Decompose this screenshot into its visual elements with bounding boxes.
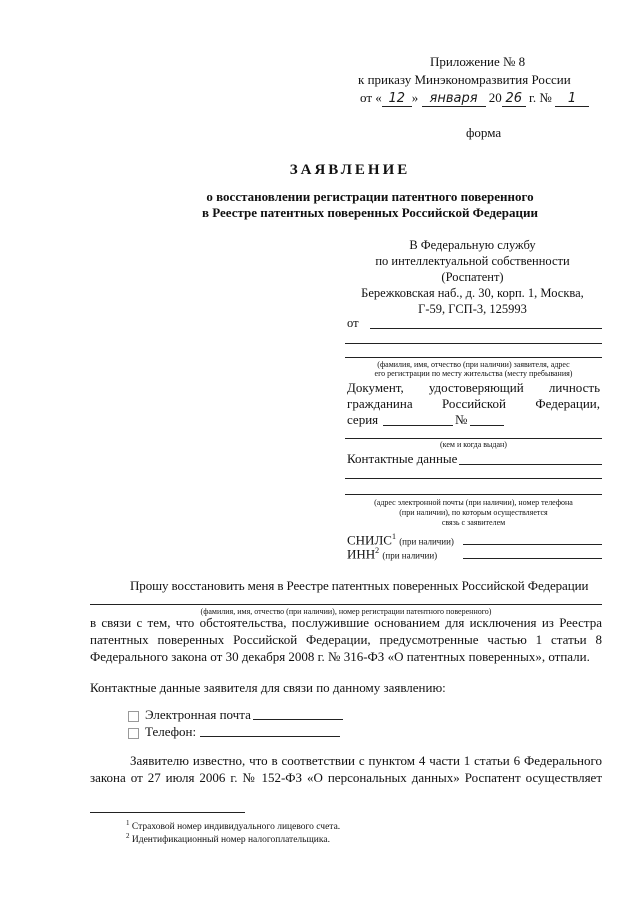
document-title: ЗАЯВЛЕНИЕ — [289, 162, 411, 178]
order-year: 26 — [502, 91, 526, 107]
applicant-name-field[interactable] — [370, 328, 602, 329]
applicant-address-field-2[interactable] — [345, 357, 602, 358]
request-text: Прошу восстановить меня в Реестре патентных поверенных Российской Федерации — [130, 578, 589, 593]
footnote-1 — [126, 819, 340, 832]
phone-field[interactable] — [200, 736, 340, 737]
contacts-label: Контактные данные — [347, 451, 458, 466]
order-label: к приказу Минэкономразвития России — [358, 72, 571, 87]
request-name-field[interactable] — [90, 604, 602, 605]
series-label: серия — [347, 412, 379, 427]
contacts-intro: Контактные данные заявителя для связи по данному заявлению: — [90, 680, 446, 695]
series-field[interactable] — [383, 425, 453, 426]
order-date-line — [360, 90, 589, 107]
doc-word-russian: Российской — [441, 396, 507, 411]
email-checkbox[interactable] — [128, 711, 139, 722]
footnote-2-text: Идентификационный номер налогоплательщика. — [131, 835, 330, 846]
number-sign: № — [455, 412, 468, 427]
from-label: от — [347, 316, 359, 330]
caption-contacts-1: (адрес электронной почты (при наличии), номер телефона — [374, 498, 573, 507]
option-phone-row — [128, 724, 196, 740]
order-day: 12 — [382, 91, 412, 107]
footnote-1-mark: 1 — [126, 819, 130, 827]
appendix-label: Приложение № 8 — [430, 54, 526, 69]
addressee-line-5: Г-59, ГСП-3, 125993 — [418, 302, 527, 316]
title-line-1: о восстановлении регистрации патентного поверенного — [206, 189, 534, 204]
doc-word-document: Документ, — [347, 380, 404, 395]
addressee-line-1: В Федеральную службу — [409, 238, 536, 252]
para1-line-3: Федерального закона от 30 декабря 2008 г. № 316-ФЗ «О патентных поверенных», отпали. — [90, 649, 590, 664]
snils-field[interactable] — [463, 544, 602, 545]
inn-field[interactable] — [463, 558, 602, 559]
footnote-separator — [90, 812, 245, 813]
caption-contacts-2: (при наличии), по которым осуществляется — [399, 508, 548, 517]
doc-word-citizen: гражданина — [347, 396, 413, 411]
snils-label: СНИЛС — [347, 532, 392, 548]
form-label: форма — [466, 125, 502, 140]
snils-optional: (при наличии) — [399, 536, 454, 547]
contacts-field-2[interactable] — [345, 478, 602, 479]
footnote-2-mark: 2 — [126, 832, 130, 840]
doc-word-identity: личность — [548, 380, 601, 395]
footnote-1-text: Страховой номер индивидуального лицевого счета. — [131, 822, 341, 833]
doc-word-certifying: удостоверяющий — [428, 380, 524, 395]
from-prefix: от « — [360, 90, 382, 105]
option-email-label: Электронная почта — [145, 707, 251, 722]
doc-line-2 — [347, 396, 600, 412]
inn-row — [347, 546, 437, 562]
day-close: » — [411, 90, 419, 105]
caption-issued: (кем и когда выдан) — [440, 440, 507, 449]
title-line-2: в Реестре патентных поверенных Российской Федерации — [202, 205, 538, 220]
footnote-2 — [126, 832, 330, 845]
para2-line-1: Заявителю известно, что в соответствии с пунктом 4 части 1 статьи 6 Федерального — [130, 753, 602, 768]
inn-optional: (при наличии) — [382, 550, 438, 561]
year-prefix: 20 — [488, 90, 502, 105]
para2-line-2: закона от 27 июля 2006 г. № 152-ФЗ «О персональных данных» Роспатент осуществляет — [90, 770, 602, 785]
doc-line-1 — [347, 380, 600, 396]
applicant-address-field-1[interactable] — [345, 343, 602, 344]
option-email-row — [128, 707, 251, 723]
caption-contacts-3: связь с заявителем — [441, 518, 506, 527]
caption-name-2: его регистрации по месту жительства (месту пребывания) — [374, 369, 573, 378]
caption-name: (фамилия, имя, отчество (при наличии) заявителя, адрес — [377, 360, 570, 369]
phone-checkbox[interactable] — [128, 728, 139, 739]
number-prefix: г. № — [529, 90, 552, 105]
contacts-field-3[interactable] — [345, 494, 602, 495]
caption-request: (фамилия, имя, отчество (при наличии), номер регистрации патентного поверенного) — [200, 607, 492, 616]
addressee-line-3: (Роспатент) — [441, 270, 504, 284]
para1-line-1: в связи с тем, что обстоятельства, послужившие основанием для исключения из Реестра — [90, 615, 602, 630]
addressee-line-2: по интеллектуальной собственности — [375, 254, 570, 268]
addressee-line-4: Бережковская наб., д. 30, корп. 1, Москва, — [361, 286, 584, 300]
issued-field[interactable] — [345, 438, 602, 439]
doc-word-federation: Федерации, — [535, 396, 600, 411]
inn-footnote-mark: 2 — [375, 546, 380, 555]
snils-footnote-mark: 1 — [391, 532, 396, 541]
contacts-field-1[interactable] — [459, 464, 602, 465]
doc-number-field[interactable] — [470, 425, 504, 426]
inn-label: ИНН — [347, 546, 376, 562]
order-number: 1 — [555, 91, 589, 107]
para1-line-2: патентных поверенных Российской Федерации, предусмотренные частью 1 статьи 8 — [90, 632, 602, 647]
option-phone-label: Телефон: — [145, 724, 197, 739]
order-month: января — [422, 91, 486, 107]
email-field[interactable] — [253, 719, 343, 720]
